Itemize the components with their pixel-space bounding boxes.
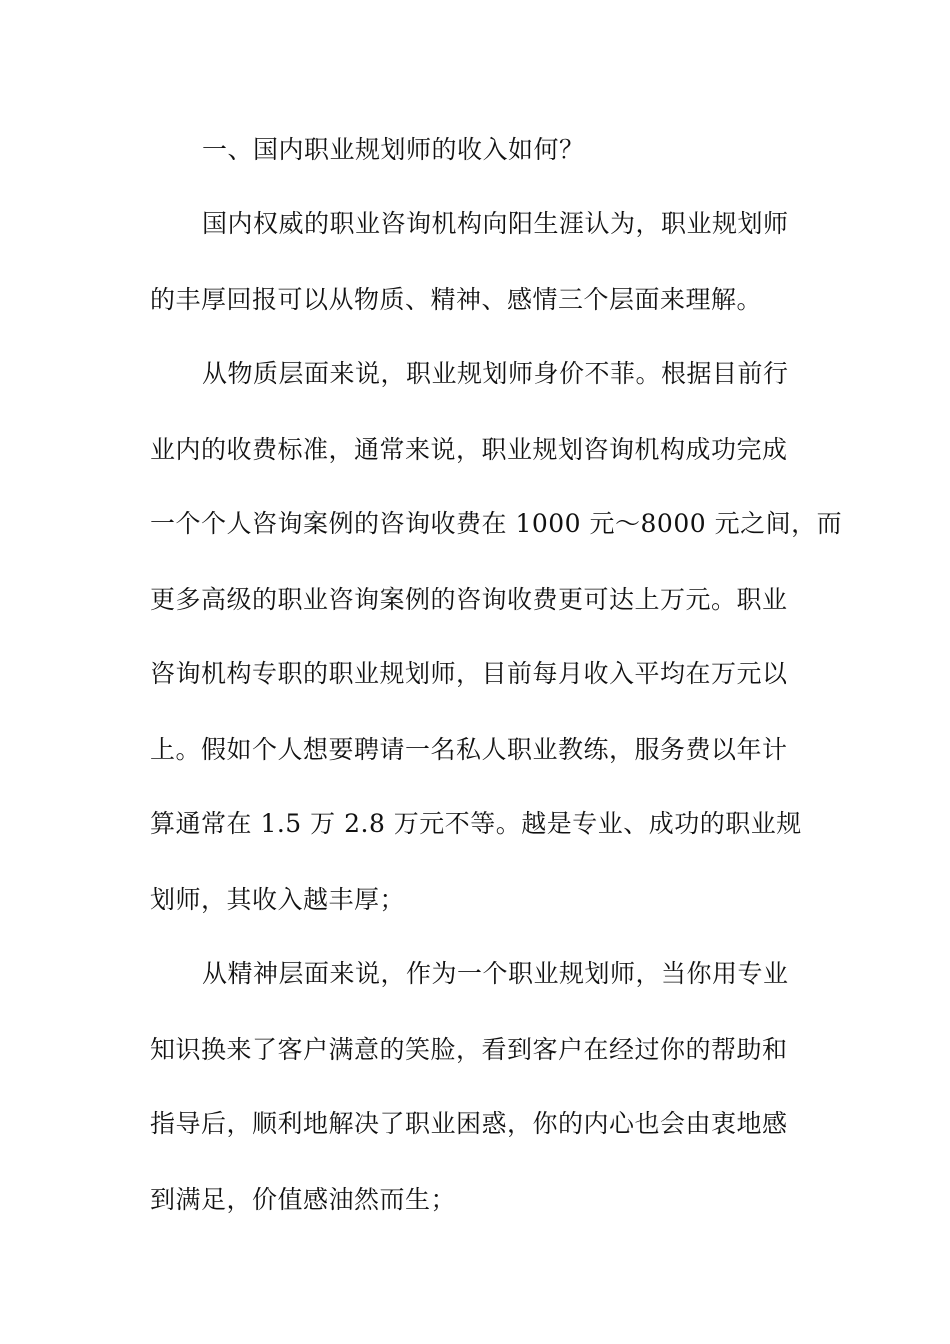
paragraph-1-line-1: 国内权威的职业咨询机构向阳生涯认为，职业规划师 [202, 209, 789, 238]
paragraph-3-line-2: 知识换来了客户满意的笑脸，看到客户在经过你的帮助和 [150, 1035, 788, 1064]
paragraph-2-line-2: 业内的收费标准，通常来说，职业规划咨询机构成功完成 [150, 435, 788, 464]
paragraph-1-line-2: 的丰厚回报可以从物质、精神、感情三个层面来理解。 [150, 285, 763, 314]
paragraph-3-line-4: 到满足，价值感油然而生； [150, 1185, 457, 1214]
paragraph-2-line-6: 上。假如个人想要聘请一名私人职业教练，服务费以年计 [150, 735, 788, 764]
paragraph-2-line-5: 咨询机构专职的职业规划师，目前每月收入平均在万元以 [150, 659, 788, 688]
paragraph-2-line-7: 算通常在 1.5 万 2.8 万元不等。越是专业、成功的职业规 [150, 809, 802, 838]
paragraph-3-line-1: 从精神层面来说，作为一个职业规划师，当你用专业 [202, 959, 789, 988]
paragraph-2-line-3: 一个个人咨询案例的咨询收费在 1000 元～8000 元之间，而 [150, 509, 843, 538]
paragraph-2-line-4: 更多高级的职业咨询案例的咨询收费更可达上万元。职业 [150, 585, 788, 614]
paragraph-3-line-3: 指导后，顺利地解决了职业困惑，你的内心也会由衷地感 [150, 1109, 788, 1138]
paragraph-2-line-8: 划师，其收入越丰厚； [150, 885, 406, 914]
paragraph-2-line-1: 从物质层面来说，职业规划师身价不菲。根据目前行 [202, 359, 789, 388]
section-heading: 一、国内职业规划师的收入如何？ [202, 135, 585, 164]
